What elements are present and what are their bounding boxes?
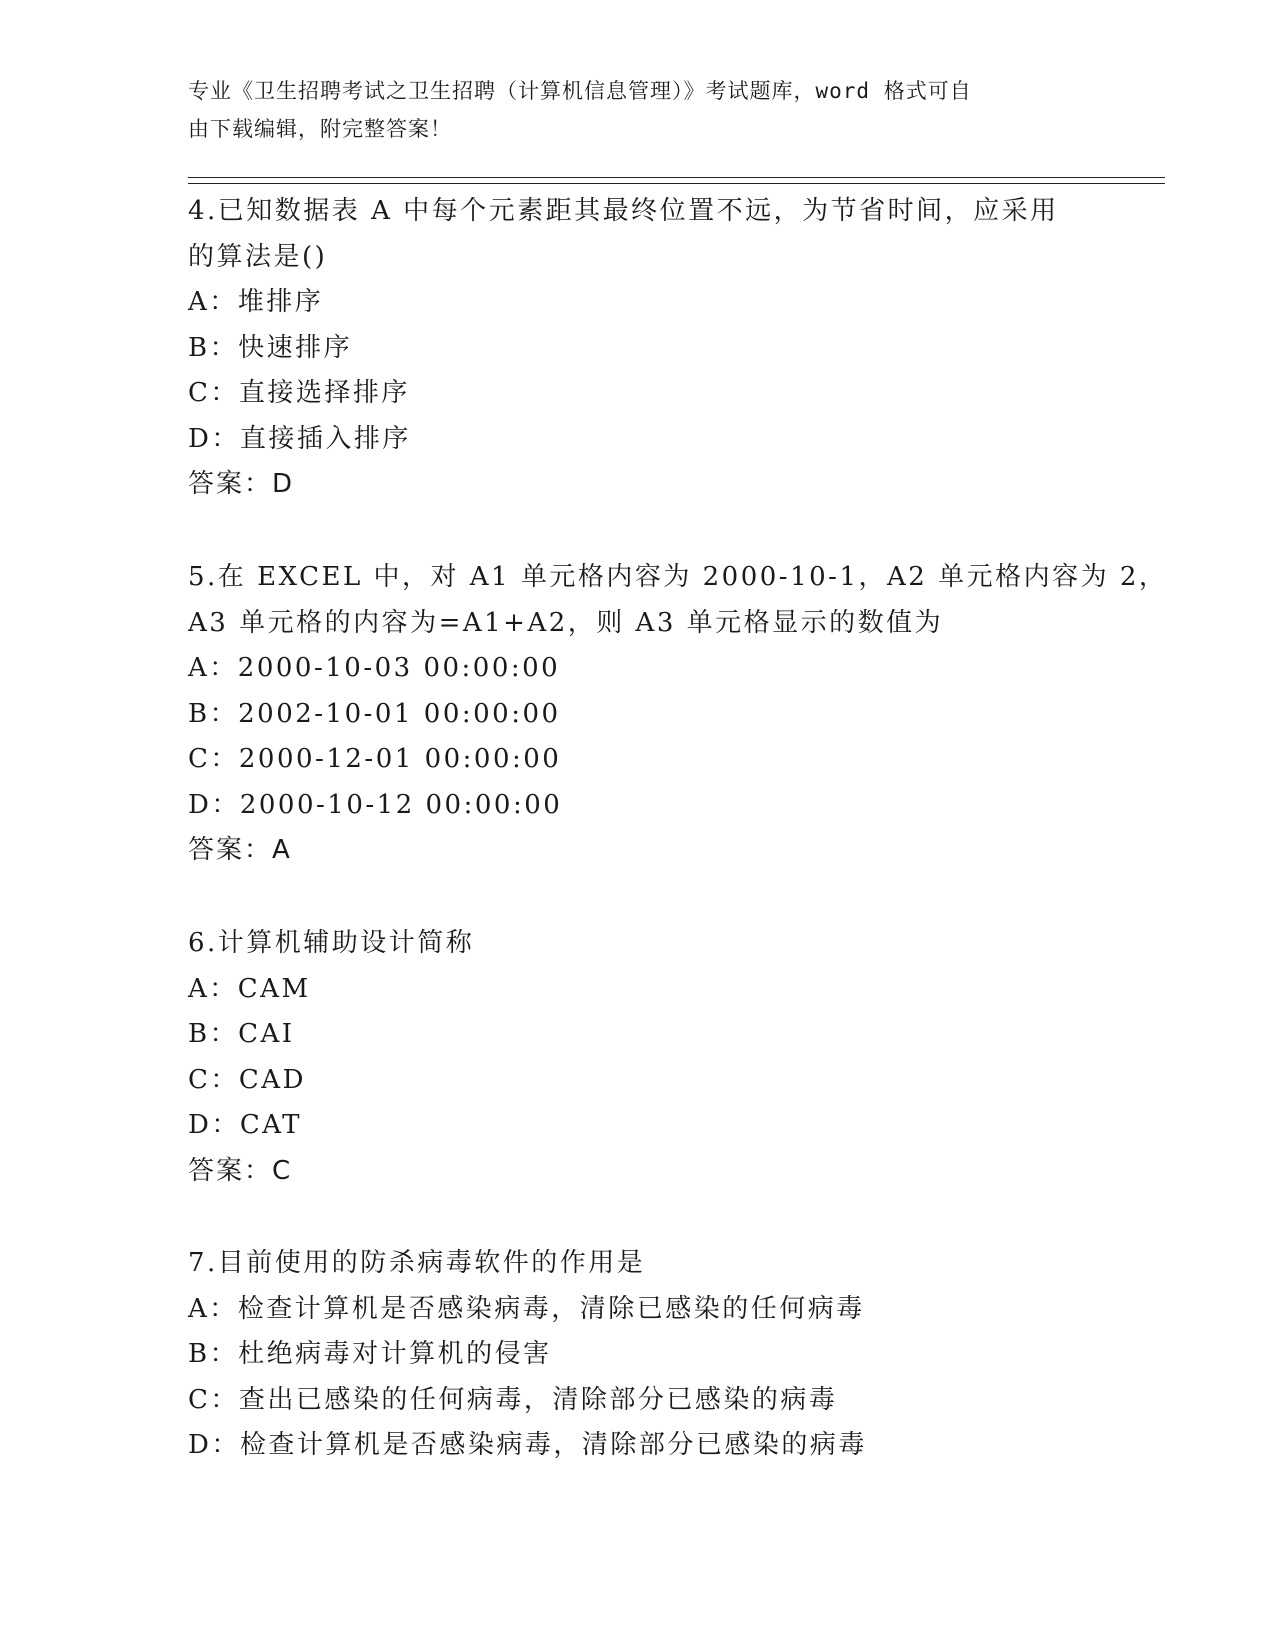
option-b: B：2002-10-01 00:00:00 — [188, 698, 561, 729]
answer-label: 答案：C — [188, 1155, 293, 1186]
question-7 — [188, 1241, 1088, 1469]
option-c: C：直接选择排序 — [188, 378, 410, 408]
option-c: C：2000-12-01 00:00:00 — [188, 744, 562, 774]
option-c: C：查出已感染的任何病毒，清除部分已感染的病毒 — [188, 1384, 838, 1415]
question-4 — [188, 189, 1088, 508]
option-b: B：快速排序 — [188, 332, 353, 363]
option-d: D：检查计算机是否感染病毒，清除部分已感染的病毒 — [188, 1430, 867, 1460]
header-divider-top — [188, 177, 1165, 178]
answer-label: 答案：D — [188, 469, 295, 499]
option-b: B：杜绝病毒对计算机的侵害 — [188, 1339, 552, 1369]
question-stem-line: A3 单元格的内容为=A1+A2，则 A3 单元格显示的数值为 — [188, 607, 944, 638]
option-d: D：直接插入排序 — [188, 423, 411, 454]
option-c: C：CAD — [188, 1064, 306, 1095]
document-header — [188, 72, 1068, 148]
header-title-line-2: 由下载编辑，附完整答案！ — [188, 117, 452, 141]
question-stem-line: 4.已知数据表 A 中每个元素距其最终位置不远，为节省时间，应采用 — [188, 196, 1059, 226]
question-5 — [188, 555, 1168, 874]
question-stem-line: 7.目前使用的防杀病毒软件的作用是 — [188, 1248, 646, 1278]
option-d: D：CAT — [188, 1110, 302, 1140]
option-a: A：检查计算机是否感染病毒，清除已感染的任何病毒 — [188, 1293, 865, 1324]
option-d: D：2000-10-12 00:00:00 — [188, 789, 563, 820]
answer-label: 答案：A — [188, 835, 292, 865]
option-a: A：2000-10-03 00:00:00 — [188, 653, 561, 683]
question-6 — [188, 921, 1088, 1194]
header-divider-bottom — [188, 183, 1165, 184]
question-stem-line: 6.计算机辅助设计简称 — [188, 928, 475, 958]
option-a: A：CAM — [188, 973, 311, 1004]
question-stem-line: 的算法是() — [188, 241, 328, 272]
header-title-line-1: 专业《卫生招聘考试之卫生招聘（计算机信息管理）》考试题库，word 格式可自 — [188, 79, 972, 103]
option-a: A：堆排序 — [188, 287, 324, 317]
option-b: B：CAI — [188, 1019, 295, 1049]
question-stem-line: 5.在 EXCEL 中，对 A1 单元格内容为 2000-10-1，A2 单元格内容为 2， — [188, 562, 1168, 592]
